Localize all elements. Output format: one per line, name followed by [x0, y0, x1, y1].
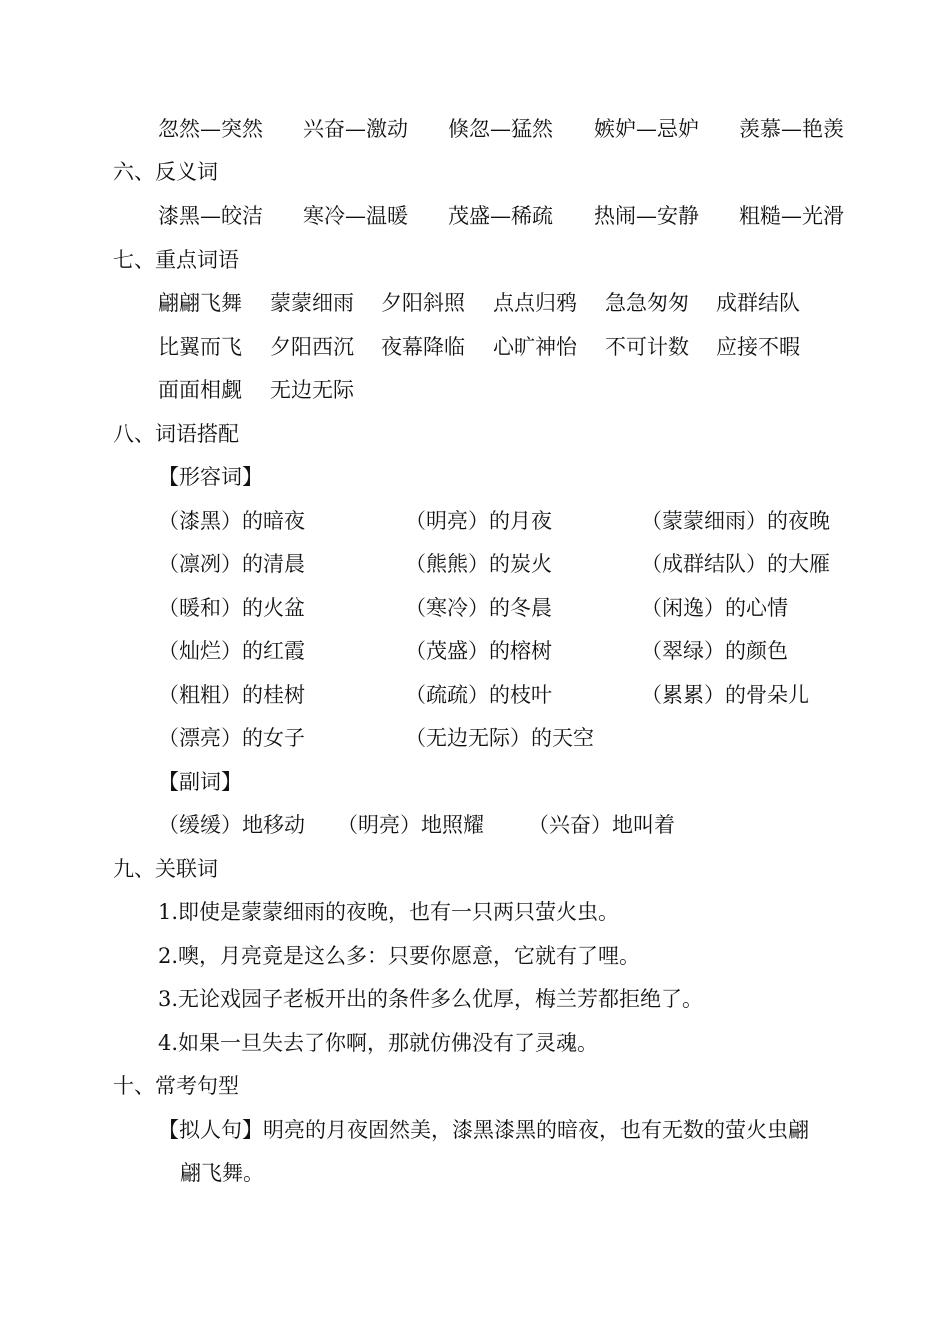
synonym-pair: 兴奋—激动	[303, 117, 408, 141]
synonym-pair: 倏忽—猛然	[448, 117, 553, 141]
collocation: （蒙蒙细雨）的夜晚	[641, 509, 830, 533]
key-word: 夜幕降临	[381, 335, 465, 359]
antonym-pair: 漆黑—皎洁	[158, 204, 263, 228]
section-heading-collocations: 八、词语搭配	[113, 422, 239, 446]
key-word: 蒙蒙细雨	[270, 291, 354, 315]
key-word: 应接不暇	[716, 335, 800, 359]
section-heading-antonyms: 六、反义词	[113, 160, 218, 184]
section-heading-key-words: 七、重点词语	[113, 248, 239, 272]
antonym-pair: 寒冷—温暖	[303, 204, 408, 228]
section-heading-conjunctions: 九、关联词	[113, 857, 218, 881]
conjunction-sentence: 2.噢，月亮竟是这么多：只要你愿意，它就有了哩。	[158, 944, 641, 968]
key-word: 翩翩飞舞	[158, 291, 242, 315]
antonym-pair: 粗糙—光滑	[739, 204, 844, 228]
personification-sentence-continued: 翩飞舞。	[180, 1161, 264, 1185]
collocation: （漆黑）的暗夜	[158, 509, 305, 533]
conjunction-sentence: 1.即使是蒙蒙细雨的夜晚，也有一只两只萤火虫。	[158, 900, 620, 924]
collocation: （累累）的骨朵儿	[641, 683, 809, 707]
key-word: 比翼而飞	[158, 335, 242, 359]
collocation: （粗粗）的桂树	[158, 683, 305, 707]
collocation: （凛冽）的清晨	[158, 552, 305, 576]
key-word: 成群结队	[716, 291, 800, 315]
collocation: （成群结队）的大雁	[641, 552, 830, 576]
key-word: 不可计数	[605, 335, 689, 359]
collocation: （漂亮）的女子	[158, 726, 305, 750]
key-word: 心旷神怡	[493, 335, 577, 359]
personification-sentence: 【拟人句】明亮的月夜固然美，漆黑漆黑的暗夜，也有无数的萤火虫翩	[158, 1118, 809, 1142]
adverb-subheading: 【副词】	[158, 770, 242, 794]
key-word: 夕阳斜照	[381, 291, 465, 315]
collocation: （疏疏）的枝叶	[405, 683, 552, 707]
collocation: （寒冷）的冬晨	[405, 596, 552, 620]
adjective-subheading: 【形容词】	[158, 465, 263, 489]
key-word: 夕阳西沉	[270, 335, 354, 359]
collocation: （暖和）的火盆	[158, 596, 305, 620]
synonym-pair: 嫉妒—忌妒	[594, 117, 699, 141]
collocation: （兴奋）地叫着	[528, 813, 675, 837]
key-word: 急急匆匆	[605, 291, 689, 315]
section-heading-sentence-patterns: 十、常考句型	[113, 1074, 239, 1098]
collocation: （翠绿）的颜色	[641, 639, 788, 663]
antonym-pair: 热闹—安静	[594, 204, 699, 228]
collocation: （灿烂）的红霞	[158, 639, 305, 663]
key-word: 无边无际	[270, 378, 354, 402]
antonym-pair: 茂盛—稀疏	[448, 204, 553, 228]
conjunction-sentence: 4.如果一旦失去了你啊，那就仿佛没有了灵魂。	[158, 1031, 599, 1055]
key-word: 点点归鸦	[493, 291, 577, 315]
collocation: （无边无际）的天空	[405, 726, 594, 750]
collocation: （茂盛）的榕树	[405, 639, 552, 663]
collocation: （缓缓）地移动	[158, 813, 305, 837]
collocation: （明亮）地照耀	[337, 813, 484, 837]
collocation: （闲逸）的心情	[641, 596, 788, 620]
key-word: 面面相觑	[158, 378, 242, 402]
conjunction-sentence: 3.无论戏园子老板开出的条件多么优厚，梅兰芳都拒绝了。	[158, 987, 704, 1011]
synonym-pair: 羡慕—艳羡	[739, 117, 844, 141]
collocation: （熊熊）的炭火	[405, 552, 552, 576]
synonym-pair: 忽然—突然	[158, 117, 263, 141]
collocation: （明亮）的月夜	[405, 509, 552, 533]
